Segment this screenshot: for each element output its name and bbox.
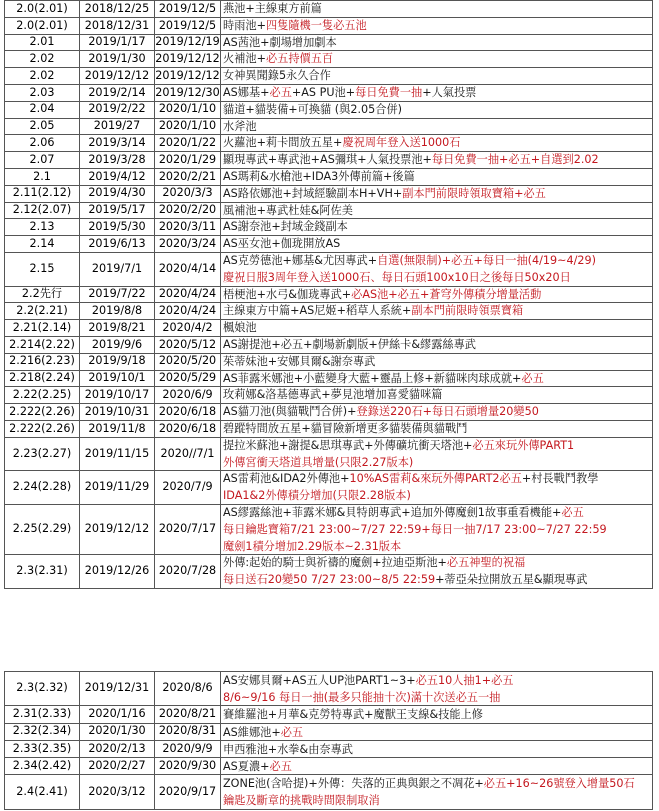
highlight-text: 副本門前限時領票寶箱 xyxy=(411,304,524,318)
table-row xyxy=(5,404,653,421)
description-cell xyxy=(221,51,653,67)
highlight-text: 每日免費一抽+必五+自選到2.02 xyxy=(431,153,599,167)
table-row xyxy=(5,236,653,253)
start-date-cell: 2020/3/12 xyxy=(80,775,155,808)
start-date-cell: 2020/1/16 xyxy=(80,706,155,722)
end-date-cell: 2020/1/10 xyxy=(155,119,221,135)
highlight-text: 每日送石20變50 7/27 23:00~8/5 22:59 xyxy=(223,573,436,587)
description-text: 燕池+主線東方前篇 xyxy=(223,2,322,15)
table-row xyxy=(5,724,653,741)
highlight-text: 魔劍1積分增加2.29版本~2.31版本 xyxy=(223,539,402,553)
description-cell xyxy=(221,438,653,471)
description-text: +人氣投票 xyxy=(422,85,477,99)
version-cell: 2.0(2.01) xyxy=(5,1,80,17)
description-line xyxy=(223,169,652,185)
version-history-table-1 xyxy=(4,0,653,589)
start-date-cell: 2019/8/21 xyxy=(80,320,155,336)
end-date-cell: 2020//7/1 xyxy=(155,438,221,471)
version-cell: 2.0(2.01) xyxy=(5,18,80,34)
description-cell xyxy=(221,186,653,202)
highlight-text: 四隻隨機一隻必五池 xyxy=(265,18,367,32)
start-date-cell: 2019/2/14 xyxy=(80,85,155,101)
highlight-text: 鑰匙及斷章的挑戰時間限制取消 xyxy=(223,794,380,808)
start-date-cell: 2019/1/17 xyxy=(80,35,155,51)
end-date-cell: 2020/5/29 xyxy=(155,371,221,387)
description-line xyxy=(223,455,652,471)
description-text: AS菲露米娜池+小藍變身大藍+靈晶上修+新貓咪肉球成就+ xyxy=(223,371,522,385)
table-row xyxy=(5,287,653,304)
end-date-cell: 2019/12/12 xyxy=(155,68,221,84)
version-cell: 2.22(2.25) xyxy=(5,387,80,403)
description-line xyxy=(223,270,652,286)
end-date-cell: 2019/12/5 xyxy=(155,1,221,17)
start-date-cell: 2020/2/13 xyxy=(80,741,155,757)
description-text: AS巫女池+伽珑開放AS xyxy=(223,237,341,251)
end-date-cell: 2020/7/17 xyxy=(155,505,221,554)
description-line xyxy=(223,505,652,522)
version-cell: 2.2先行 xyxy=(5,287,80,303)
description-cell xyxy=(221,135,653,151)
description-cell xyxy=(221,404,653,420)
highlight-text: 副本門前限時領取寶箱+必五 xyxy=(402,186,546,200)
description-cell xyxy=(221,741,653,757)
highlight-text: 必五 xyxy=(269,85,292,99)
highlight-text: 必五10人抽1+必五 xyxy=(415,674,514,687)
table-row xyxy=(5,421,653,438)
version-cell: 2.07 xyxy=(5,152,80,168)
end-date-cell: 2019/12/30 xyxy=(155,85,221,101)
description-line xyxy=(223,572,652,588)
description-text: 風補池+專武杜娃&阿佐美 xyxy=(223,203,353,217)
version-cell: 2.218(2.24) xyxy=(5,371,80,387)
description-cell xyxy=(221,337,653,353)
table-row xyxy=(5,253,653,287)
highlight-text: 8/6~9/16 每日一抽(最多只能抽十次)滿十次送必五一抽 xyxy=(223,691,501,705)
description-cell xyxy=(221,102,653,118)
end-date-cell: 2020/1/10 xyxy=(155,102,221,118)
description-line xyxy=(223,758,652,774)
highlight-text: 必五+16~26號登入增量50石 xyxy=(483,777,635,791)
highlight-text: 登錄送220石+每日石頭增量20變50 xyxy=(356,405,539,419)
description-text: AS夏濃+ xyxy=(223,759,270,773)
version-cell: 2.34(2.42) xyxy=(5,758,80,774)
description-cell xyxy=(221,371,653,387)
description-line xyxy=(223,219,652,235)
table-row xyxy=(5,505,653,555)
description-cell xyxy=(221,775,653,808)
version-cell: 2.1 xyxy=(5,169,80,185)
table-row xyxy=(5,438,653,472)
end-date-cell: 2020/9/17 xyxy=(155,775,221,808)
description-cell xyxy=(221,219,653,235)
description-text: AS維娜池+ xyxy=(223,725,281,739)
start-date-cell: 2019/3/28 xyxy=(80,152,155,168)
highlight-text: 必五 xyxy=(269,759,292,773)
end-date-cell: 2020/8/31 xyxy=(155,724,221,740)
description-text: 碧蹤特間放五星+貓冒險新增更多貓裝備與貓戰鬥 xyxy=(223,421,468,435)
description-cell xyxy=(221,724,653,740)
description-text: AS路依娜池+封域經驗副本H+VH+ xyxy=(223,186,403,200)
version-cell: 2.14 xyxy=(5,236,80,252)
description-line xyxy=(223,555,652,572)
table-row xyxy=(5,68,653,85)
version-history-table-2 xyxy=(4,671,653,810)
end-date-cell: 2020/4/14 xyxy=(155,253,221,286)
description-line xyxy=(223,102,652,118)
version-cell: 2.2(2.21) xyxy=(5,303,80,319)
end-date-cell: 2020/9/9 xyxy=(155,741,221,757)
version-cell: 2.214(2.22) xyxy=(5,337,80,353)
highlight-text: 慶祝日服3周年登入送1000石、每日石頭100x10日之後每日50x20日 xyxy=(223,270,571,284)
start-date-cell: 2019/11/29 xyxy=(80,471,155,504)
start-date-cell: 2019/10/1 xyxy=(80,371,155,387)
description-line xyxy=(223,438,652,455)
end-date-cell: 2020/3/3 xyxy=(155,186,221,202)
table-row xyxy=(5,51,653,68)
table-row xyxy=(5,203,653,220)
description-line xyxy=(223,35,652,51)
end-date-cell: 2020/9/30 xyxy=(155,758,221,774)
highlight-text: 外傳宮衝天塔道具增量(只限2.27版本) xyxy=(223,455,414,469)
version-cell: 2.24(2.28) xyxy=(5,471,80,504)
description-line xyxy=(223,186,652,202)
table-row xyxy=(5,471,653,505)
description-cell xyxy=(221,387,653,403)
version-cell: 2.222(2.26) xyxy=(5,404,80,420)
description-line xyxy=(223,792,652,808)
version-cell: 2.3(2.31) xyxy=(5,555,80,588)
description-line xyxy=(223,404,652,420)
version-cell: 2.21(2.14) xyxy=(5,320,80,336)
description-text: 外傳:起始的騎士與祈禱的魔劍+拉迪亞斯池+ xyxy=(223,556,447,570)
table-row xyxy=(5,35,653,52)
end-date-cell: 2020/2/20 xyxy=(155,203,221,219)
description-cell xyxy=(221,320,653,336)
description-cell xyxy=(221,471,653,504)
version-cell: 2.02 xyxy=(5,51,80,67)
description-cell xyxy=(221,354,653,370)
description-line xyxy=(223,775,652,792)
version-cell: 2.03 xyxy=(5,85,80,101)
description-cell xyxy=(221,758,653,774)
start-date-cell: 2019/8/8 xyxy=(80,303,155,319)
end-date-cell: 2020/7/28 xyxy=(155,555,221,588)
highlight-text: IDA1&2外傳積分增加(只限2.28版本) xyxy=(223,489,411,503)
version-cell: 2.33(2.35) xyxy=(5,741,80,757)
description-line xyxy=(223,51,652,67)
description-cell xyxy=(221,421,653,437)
end-date-cell: 2020/1/29 xyxy=(155,152,221,168)
description-text: ZONE池(含哈提)+外傳：失落的正典與銀之不凋花+ xyxy=(223,777,484,791)
start-date-cell: 2019/3/14 xyxy=(80,135,155,151)
table-row xyxy=(5,337,653,354)
highlight-text: 必五 xyxy=(561,505,584,519)
description-line xyxy=(223,421,652,437)
table-row xyxy=(5,303,653,320)
end-date-cell: 2019/12/12 xyxy=(155,51,221,67)
description-line xyxy=(223,337,652,353)
end-date-cell: 2020/5/12 xyxy=(155,337,221,353)
highlight-text: 必五持價五百 xyxy=(265,52,334,66)
description-cell xyxy=(221,303,653,319)
table-row xyxy=(5,555,653,589)
end-date-cell: 2020/3/24 xyxy=(155,236,221,252)
description-cell xyxy=(221,169,653,185)
table-row xyxy=(5,320,653,337)
start-date-cell: 2019/9/18 xyxy=(80,354,155,370)
start-date-cell: 2019/5/17 xyxy=(80,203,155,219)
description-line xyxy=(223,18,652,34)
version-cell: 2.32(2.34) xyxy=(5,724,80,740)
start-date-cell: 2019/7/22 xyxy=(80,287,155,303)
version-cell: 2.4(2.41) xyxy=(5,775,80,808)
description-text: 女神異聞錄5永久合作 xyxy=(223,69,331,83)
description-line xyxy=(223,1,652,17)
description-line xyxy=(223,689,652,705)
table-row xyxy=(5,1,653,18)
table-row xyxy=(5,706,653,723)
description-text: AS安娜貝爾+AS五人UP池PART1~3+ xyxy=(223,674,416,687)
start-date-cell: 2020/1/30 xyxy=(80,724,155,740)
start-date-cell: 2019/12/26 xyxy=(80,555,155,588)
description-line xyxy=(223,236,652,252)
version-cell: 2.06 xyxy=(5,135,80,151)
description-cell xyxy=(221,203,653,219)
description-cell xyxy=(221,119,653,135)
end-date-cell: 2020/6/9 xyxy=(155,387,221,403)
start-date-cell: 2019/12/12 xyxy=(80,505,155,554)
start-date-cell: 2019/6/13 xyxy=(80,236,155,252)
end-date-cell: 2020/3/11 xyxy=(155,219,221,235)
description-cell xyxy=(221,35,653,51)
description-line xyxy=(223,672,652,689)
description-cell xyxy=(221,672,653,705)
start-date-cell: 2019/9/6 xyxy=(80,337,155,353)
description-line xyxy=(223,724,652,740)
start-date-cell: 2018/12/31 xyxy=(80,18,155,34)
end-date-cell: 2020/4/2 xyxy=(155,320,221,336)
start-date-cell: 2019/12/12 xyxy=(80,68,155,84)
description-text: 水斧池 xyxy=(223,119,257,133)
end-date-cell: 2020/5/20 xyxy=(155,354,221,370)
start-date-cell: 2019/2/22 xyxy=(80,102,155,118)
highlight-text: 每日免費一抽 xyxy=(355,85,423,99)
end-date-cell: 2020/2/21 xyxy=(155,169,221,185)
description-text: AS娜基+ xyxy=(223,85,270,99)
description-text: 火補池+ xyxy=(223,52,266,66)
table-row xyxy=(5,219,653,236)
description-line xyxy=(223,371,652,387)
description-text: AS謝提池+必五+劇場新劇版+伊絲卡&繆露絲專武 xyxy=(223,337,476,351)
table-row xyxy=(5,102,653,119)
description-line xyxy=(223,354,652,370)
end-date-cell: 2020/4/24 xyxy=(155,287,221,303)
description-cell xyxy=(221,505,653,554)
highlight-text: 10%AS雷莉&來玩外傳PART2必五 xyxy=(349,472,522,486)
table-row xyxy=(5,758,653,775)
version-cell: 2.05 xyxy=(5,119,80,135)
table-row xyxy=(5,18,653,35)
description-cell xyxy=(221,253,653,286)
version-cell: 2.02 xyxy=(5,68,80,84)
version-cell: 2.23(2.27) xyxy=(5,438,80,471)
table-row xyxy=(5,387,653,404)
description-line xyxy=(223,706,652,722)
description-text: AS貓刀池(與貓戰鬥合併)+ xyxy=(223,405,357,419)
end-date-cell: 2020/8/21 xyxy=(155,706,221,722)
start-date-cell: 2018/12/25 xyxy=(80,1,155,17)
description-text: 茱蒂妹池+安娜貝爾&謝奈專武 xyxy=(223,354,376,368)
start-date-cell: 2019/1/30 xyxy=(80,51,155,67)
table-gap xyxy=(0,653,659,671)
description-text: AS克勞德池+娜基&尤因專武+ xyxy=(223,253,378,267)
description-line xyxy=(223,135,652,151)
end-date-cell: 2020/7/9 xyxy=(155,471,221,504)
description-text: AS瑪莉&水槍池+IDA3外傳前篇+後篇 xyxy=(223,169,415,183)
description-cell xyxy=(221,152,653,168)
start-date-cell: 2019/12/31 xyxy=(80,672,155,705)
table-row xyxy=(5,371,653,388)
description-cell xyxy=(221,555,653,588)
version-cell: 2.3(2.32) xyxy=(5,672,80,705)
end-date-cell: 2020/8/6 xyxy=(155,672,221,705)
highlight-text: 必五來玩外傳PART1 xyxy=(472,438,575,452)
description-line xyxy=(223,203,652,219)
version-cell: 2.216(2.23) xyxy=(5,354,80,370)
start-date-cell: 2019/10/31 xyxy=(80,404,155,420)
start-date-cell: 2019/11/8 xyxy=(80,421,155,437)
highlight-text: 必五神聖的祝福 xyxy=(446,556,526,570)
description-text: 申西雅池+水拳&由奈專武 xyxy=(223,742,353,756)
description-text: 玫莉娜&洛基德專武+夢見池增加喜愛貓咪篇 xyxy=(223,388,443,402)
highlight-text: 必五 xyxy=(521,371,544,385)
start-date-cell: 2019/27 xyxy=(80,119,155,135)
description-line xyxy=(223,741,652,757)
description-text: 提拉米蘇池+謝提&思琪專武+外傳礦坑衝天塔池+ xyxy=(223,438,473,452)
table-row xyxy=(5,186,653,203)
version-cell: 2.01 xyxy=(5,35,80,51)
description-text: AS茜池+劇場增加劇本 xyxy=(223,35,337,49)
table-row xyxy=(5,119,653,136)
table-row xyxy=(5,775,653,809)
description-line xyxy=(223,152,652,168)
end-date-cell: 2019/12/19 xyxy=(155,35,221,51)
end-date-cell: 2020/6/18 xyxy=(155,421,221,437)
version-cell: 2.12(2.07) xyxy=(5,203,80,219)
description-text: 楓娘池 xyxy=(223,321,257,335)
end-date-cell: 2019/12/5 xyxy=(155,18,221,34)
description-text: 主線東方中篇+AS尼姬+稻草人系統+ xyxy=(223,304,412,318)
version-cell: 2.15 xyxy=(5,253,80,286)
description-text: 貓道+貓裝備+可換貓 (與2.05合併) xyxy=(223,102,403,116)
highlight-text: 必五 xyxy=(280,725,304,739)
start-date-cell: 2019/4/30 xyxy=(80,186,155,202)
highlight-text: 必AS池+必五+蒼穹外傳積分增量活動 xyxy=(351,287,542,301)
start-date-cell: 2019/7/1 xyxy=(80,253,155,286)
start-date-cell: 2020/2/27 xyxy=(80,758,155,774)
end-date-cell: 2020/6/18 xyxy=(155,404,221,420)
description-line xyxy=(223,303,652,319)
description-cell xyxy=(221,18,653,34)
description-line xyxy=(223,471,652,488)
description-text: +蒂亞朵拉開放五星&顯現專武 xyxy=(435,573,588,587)
description-cell xyxy=(221,68,653,84)
description-cell xyxy=(221,236,653,252)
description-text: +AS PU池+ xyxy=(291,85,356,99)
description-text: AS謝奈池+封域金錢副本 xyxy=(223,220,348,234)
table-row xyxy=(5,169,653,186)
start-date-cell: 2019/11/15 xyxy=(80,438,155,471)
description-line xyxy=(223,320,652,336)
description-line xyxy=(223,85,652,101)
description-line xyxy=(223,522,652,539)
table-row xyxy=(5,152,653,169)
description-line xyxy=(223,539,652,555)
version-cell: 2.13 xyxy=(5,219,80,235)
table-row xyxy=(5,741,653,758)
end-date-cell: 2020/4/24 xyxy=(155,303,221,319)
description-cell xyxy=(221,1,653,17)
version-cell: 2.222(2.26) xyxy=(5,421,80,437)
description-text: 顯現專武+專武池+AS彌琪+人氣投票池+ xyxy=(223,153,432,167)
table-row xyxy=(5,354,653,371)
description-line xyxy=(223,488,652,504)
description-line xyxy=(223,287,652,303)
table-row xyxy=(5,672,653,706)
description-line xyxy=(223,68,652,84)
description-text: 梧梗池+水弓&伽珑專武+ xyxy=(223,287,352,301)
start-date-cell: 2019/4/12 xyxy=(80,169,155,185)
description-text: 時雨池+ xyxy=(223,18,266,32)
description-line xyxy=(223,387,652,403)
table-row xyxy=(5,85,653,102)
description-line xyxy=(223,253,652,270)
version-cell: 2.04 xyxy=(5,102,80,118)
description-text: 賽維羅池+月華&克勞特專武+魔獸王支線&技能上修 xyxy=(223,708,483,722)
highlight-text: 自選(無限制)+必五+每日一抽(4/19~4/29) xyxy=(377,253,596,267)
start-date-cell: 2019/10/17 xyxy=(80,387,155,403)
description-cell xyxy=(221,706,653,722)
description-text: AS雷莉池&IDA2外傳池+ xyxy=(223,472,350,486)
table-row xyxy=(5,135,653,152)
description-text: AS繆露絲池+菲露米娜&貝特朗專武+追加外傳魔劍1故事重看機能+ xyxy=(223,505,562,519)
description-text: +村長戰鬥教學 xyxy=(521,472,599,486)
end-date-cell: 2020/1/22 xyxy=(155,135,221,151)
start-date-cell: 2019/5/30 xyxy=(80,219,155,235)
description-line xyxy=(223,119,652,135)
version-cell: 2.31(2.33) xyxy=(5,706,80,722)
description-text: 火蘿池+莉卡間放五星+ xyxy=(223,136,343,150)
version-cell: 2.11(2.12) xyxy=(5,186,80,202)
highlight-text: 每日鑰匙寶箱7/21 23:00~7/27 22:59+每日一抽7/17 23:00~7/27 22:59 xyxy=(223,522,607,536)
highlight-text: 慶祝周年登入送1000石 xyxy=(342,136,461,150)
version-cell: 2.25(2.29) xyxy=(5,505,80,554)
description-cell xyxy=(221,287,653,303)
description-cell xyxy=(221,85,653,101)
